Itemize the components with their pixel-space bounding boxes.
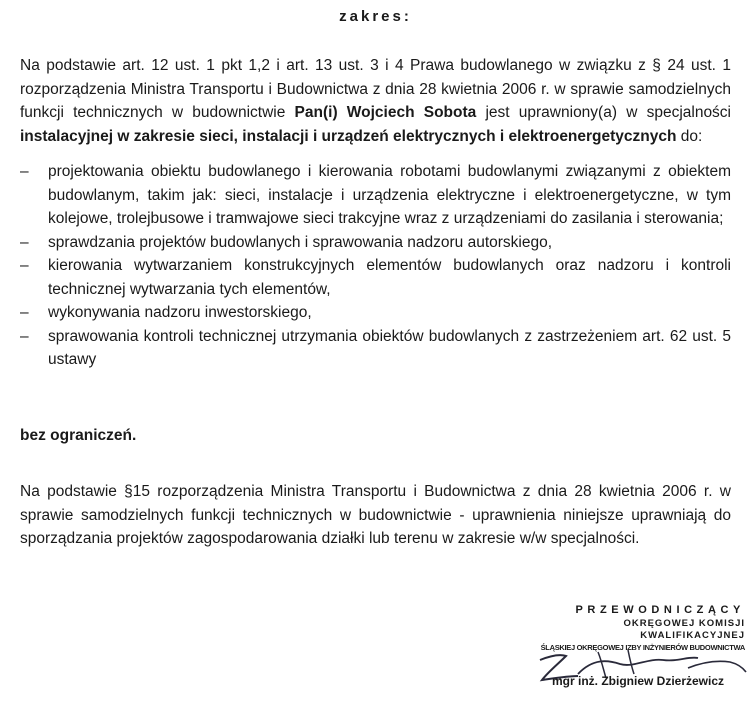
stamp-chamber: ŚLĄSKIEJ OKRĘGOWEJ IZBY INŻYNIERÓW BUDOWNICTWA <box>540 643 745 652</box>
list-item-text: projektowania obiektu budowlanego i kierowania robotami budowlanymi związanymi z obiektem budowlanym, takim jak: sieci, instalacje i urządzenia elektryczne i elektroenergetyczne, w tym kolejowe, trolejbusowe i tramwajowe sieci trakcyjne wraz z urządzeniami do zasilania i sterowania; <box>48 163 731 227</box>
list-item-text: sprawdzania projektów budowlanych i sprawowania nadzoru autorskiego, <box>48 233 553 251</box>
paragraph-site-planning: Na podstawie §15 rozporządzenia Ministra Transportu i Budownictwa z dnia 28 kwietnia 2006 r. w sprawie samodzielnych funkcji technicznych w budownictwie - uprawnienia niniejsze uprawniają do sporządzania projektów zagospodarowania działki lub terenu w zakresie w/w specjalności. <box>20 483 731 547</box>
list-item-text: wykonywania nadzoru inwestorskiego, <box>48 304 312 321</box>
dash-bullet: – <box>20 163 29 180</box>
paragraph-text: Na podstawie art. 12 ust. 1 pkt 1,2 i art. 13 ust. 3 i 4 Prawa budowlanego w związku z § 24 ust. 1 rozporządzenia Ministra Transportu i Budownictwa z dnia 28 kwietnia 2006 r. w sprawie samodzielnych funkcji technicznych w budownictwie <box>20 57 731 121</box>
holder-name: Pan(i) Wojciech Sobota <box>294 104 477 121</box>
dash-bullet: – <box>20 233 29 251</box>
paragraph-text: jest uprawniony(a) w specjalności <box>476 104 732 121</box>
closing-text: bez ograniczeń. <box>20 427 137 444</box>
paragraph-entitlement <box>20 54 731 148</box>
dash-bullet: – <box>20 327 29 345</box>
list-item-text: kierowania wytwarzaniem konstrukcyjnych elementów budowlanych oraz nadzoru i kontroli technicznej wytwarzania tych elementów, <box>48 257 731 298</box>
specialty-text: instalacyjnej w zakresie sieci, instalacji i urządzeń elektrycznych i elektroenergetycznych <box>20 127 677 145</box>
dash-bullet: – <box>20 304 29 321</box>
signatory-name: mgr inż. Zbigniew Dzierżewicz <box>552 674 725 688</box>
list-item-text: sprawowania kontroli technicznej utrzymania obiektów budowlanych z zastrzeżeniem art. 62 ust. 5 ustawy <box>48 327 731 368</box>
stamp-commission: OKRĘGOWEJ KOMISJI KWALIFIKACYJNEJ <box>623 618 745 641</box>
list-item <box>20 254 731 301</box>
section-heading: zakres: <box>339 8 412 25</box>
stamp-title: PRZEWODNICZĄCY <box>575 604 745 616</box>
dash-bullet: – <box>20 257 29 274</box>
paragraph-text: do: <box>676 127 703 145</box>
list-item <box>20 231 731 255</box>
scope-list <box>20 160 731 372</box>
list-item <box>20 325 731 372</box>
list-item <box>20 301 731 325</box>
list-item <box>20 160 731 231</box>
